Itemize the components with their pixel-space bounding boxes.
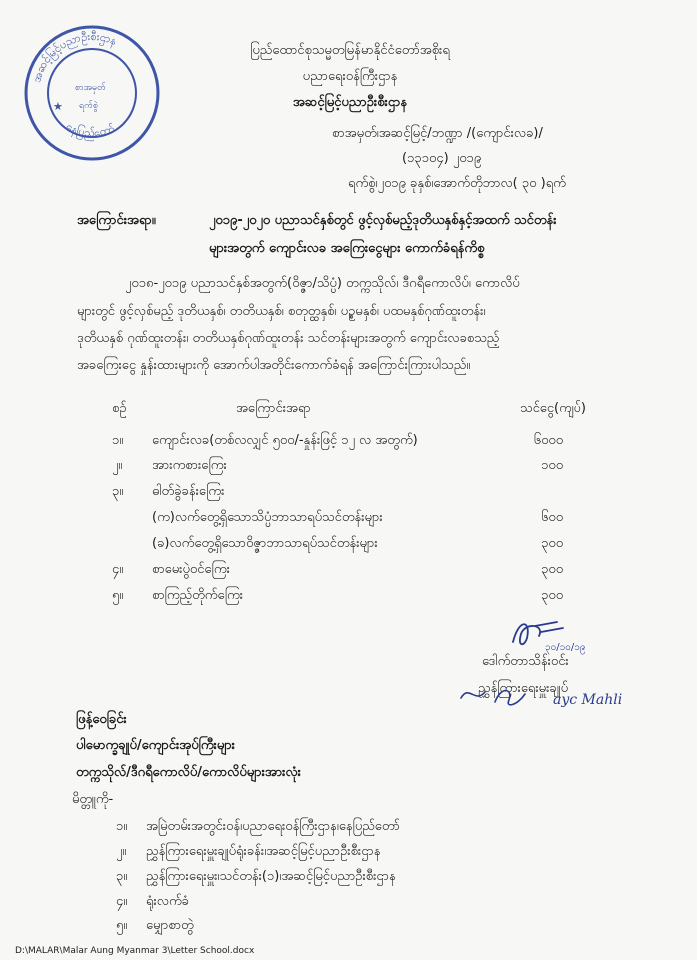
copy-item-no: ၃။ (116, 869, 128, 884)
letter-number: စာအမှတ်၊အဆင့်မြင့်/ဘဏ္ဍာ /(ကျောင်းလခ)/ (332, 126, 543, 141)
copy-item: အမြဲတမ်းအတွင်းဝန်၊ပညာရေးဝန်ကြီးဌာန၊နေပြည်တော် (146, 819, 400, 834)
file-path-footer: D:\MALAR\Malar Aung Myanmar 3\Letter School.docx (15, 946, 255, 956)
table-row-item: (က)လက်တွေ့ရှိသောသိပ္ပံဘာသာရပ်သင်တန်းများ (152, 510, 383, 525)
government-title: ပြည်ထောင်စုသမ္မတမြန်မာနိုင်ငံတော်အစိုးရ (250, 43, 450, 58)
table-row-no: ၄။ (112, 562, 124, 577)
official-seal (17, 18, 167, 168)
table-row-fee: ၃၀၀ (541, 588, 563, 603)
copy-item: ရုံးလက်ခံ (146, 894, 189, 909)
distribution-heading: ဖြန့်ဝေခြင်း (76, 712, 127, 727)
signatory-name: ဒေါက်တာသိန်းဝင်း (482, 654, 569, 669)
table-row-item: ဓါတ်ခွဲခန်းကြေး (152, 484, 225, 499)
table-row-item: စာကြည့်တိုက်ကြေး (152, 588, 244, 603)
table-row-fee: ၃၀၀ (541, 562, 563, 577)
table-header-fee: သင်ငွေ(ကျပ်) (520, 401, 586, 416)
table-row-no: ၅။ (112, 588, 124, 603)
body-line-4: အခကြေးငွေ နှုန်းထားများကို အောက်ပါအတိုင်းကောက်ခံရန် အကြောင်းကြားပါသည်။ (77, 358, 471, 373)
table-row-item: ကျောင်းလခ(တစ်လလျှင် ၅၀၀/-နှုန်းဖြင့် ၁၂ လ အတွက်) (152, 433, 418, 448)
department-title: အဆင့်မြင့်ပညာဦးစီးဌာန (292, 95, 408, 110)
table-header-subject: အကြောင်းအရာ (236, 401, 311, 416)
copy-item-no: ၂။ (116, 844, 127, 859)
table-row-item: (ခ)လက်တွေ့ရှိသောဝိဇ္ဇာဘာသာရပ်သင်တန်းများ (152, 536, 378, 551)
copy-item: ညွှန်ကြားရေးမှူးချုပ်ရုံးခန်း၊အဆင့်မြင့်ပညာဦးစီးဌာန (146, 844, 381, 859)
svg-text:★: ★ (53, 100, 63, 113)
table-row-item: အားကစားကြေး (152, 458, 227, 473)
table-row-no: ၃။ (112, 484, 124, 499)
copy-item-no: ၁။ (116, 819, 128, 834)
ministry-title: ပညာရေးဝန်ကြီးဌာန (302, 69, 398, 84)
subject-label: အကြောင်းအရာ။ (77, 213, 156, 228)
copy-item-no: ၅။ (116, 918, 128, 933)
signatory-title: ညွှန်ကြားရေးမှူးချုပ် (478, 681, 569, 696)
table-row-item: စာမေးပွဲဝင်ကြေး (152, 562, 230, 577)
table-row-fee: ၆၀၀၀ (533, 433, 563, 448)
handwritten-signature (455, 674, 625, 714)
letter-date: ရက်စွဲ၊၂၀၁၉ ခုနှစ်၊အောက်တိုဘာလ( ၃၀ )ရက် (348, 176, 566, 191)
svg-text:၃၀/၁၀/၁၉: ၃၀/၁၀/၁၉ (545, 642, 586, 653)
handwritten-initial (505, 612, 605, 657)
table-row-fee: ၁၀၀ (541, 458, 563, 473)
svg-text:ရက်စွဲ: ရက်စွဲ (79, 101, 99, 111)
table-header-no: စဉ် (112, 401, 127, 416)
subject-line-2: များအတွက် ကျောင်းလခ အကြေးငွေများ ကောက်ခံရန်ကိစ္စ (209, 241, 485, 256)
subject-line-1: ၂၀၁၉-၂၀၂၀ ပညာသင်နှစ်တွင် ဖွင့်လှစ်မည့်ဒုတိယနှစ်နှင့်အထက် သင်တန်း (209, 213, 557, 228)
copy-item: မျှောစာတွဲ (146, 918, 194, 933)
table-row-fee: ၃၀၀ (541, 536, 563, 551)
table-row-fee: ၆၀၀ (541, 510, 563, 525)
svg-text:ayc Mahli: ayc Mahli (553, 692, 623, 708)
svg-text:အဆင့်မြင့်ပညာဦးစီးဌာန: အဆင့်မြင့်ပညာဦးစီးဌာန (30, 29, 119, 84)
copy-heading: မိတ္တူကို- (72, 792, 114, 807)
body-line-1: ၂၀၁၈-၂၀၁၉ ပညာသင်နှစ်အတွက်(ဝိဇ္ဇာ/သိပ္ပံ) တက္ကသိုလ်၊ ဒီဂရီကောလိပ်၊ ကောလိပ် (125, 276, 520, 291)
copy-item-no: ၄။ (116, 894, 128, 909)
svg-text:နေပြည်တော်: နေပြည်တော် (64, 119, 117, 141)
distribution-line-1: ပါမောက္ခချုပ်/ကျောင်းအုပ်ကြီးများ (76, 738, 235, 753)
body-line-3: ဒုတိယနှစ် ဂုဏ်ထူးတန်း၊ တတိယနှစ်ဂုဏ်ထူးတန်း သင်တန်းများအတွက် ကျောင်းလခစသည့် (77, 331, 500, 346)
svg-text:စာအမှတ်: စာအမှတ် (75, 83, 106, 93)
table-row-no: ၁။ (112, 433, 124, 448)
copy-item: ညွှန်ကြားရေးမှူး၊သင်တန်း(၁)၊အဆင့်မြင့်ပညာဦးစီးဌာန (146, 869, 396, 884)
table-row-no: ၂။ (112, 458, 123, 473)
distribution-line-2: တက္ကသိုလ်/ဒီဂရီကောလိပ်/ကောလိပ်များအားလုံး (76, 765, 301, 780)
body-line-2: များတွင် ဖွင့်လှစ်မည့် ဒုတိယနှစ်၊ တတိယနှစ်၊ စတုတ္ထနှစ်၊ ပဉ္စမနှစ်၊ ပထမနှစ်ဂုဏ်ထူးတန်း၊ (77, 304, 486, 319)
letter-number-year: (၁၃၁၀၄) ၂၀၁၉ (402, 151, 482, 166)
